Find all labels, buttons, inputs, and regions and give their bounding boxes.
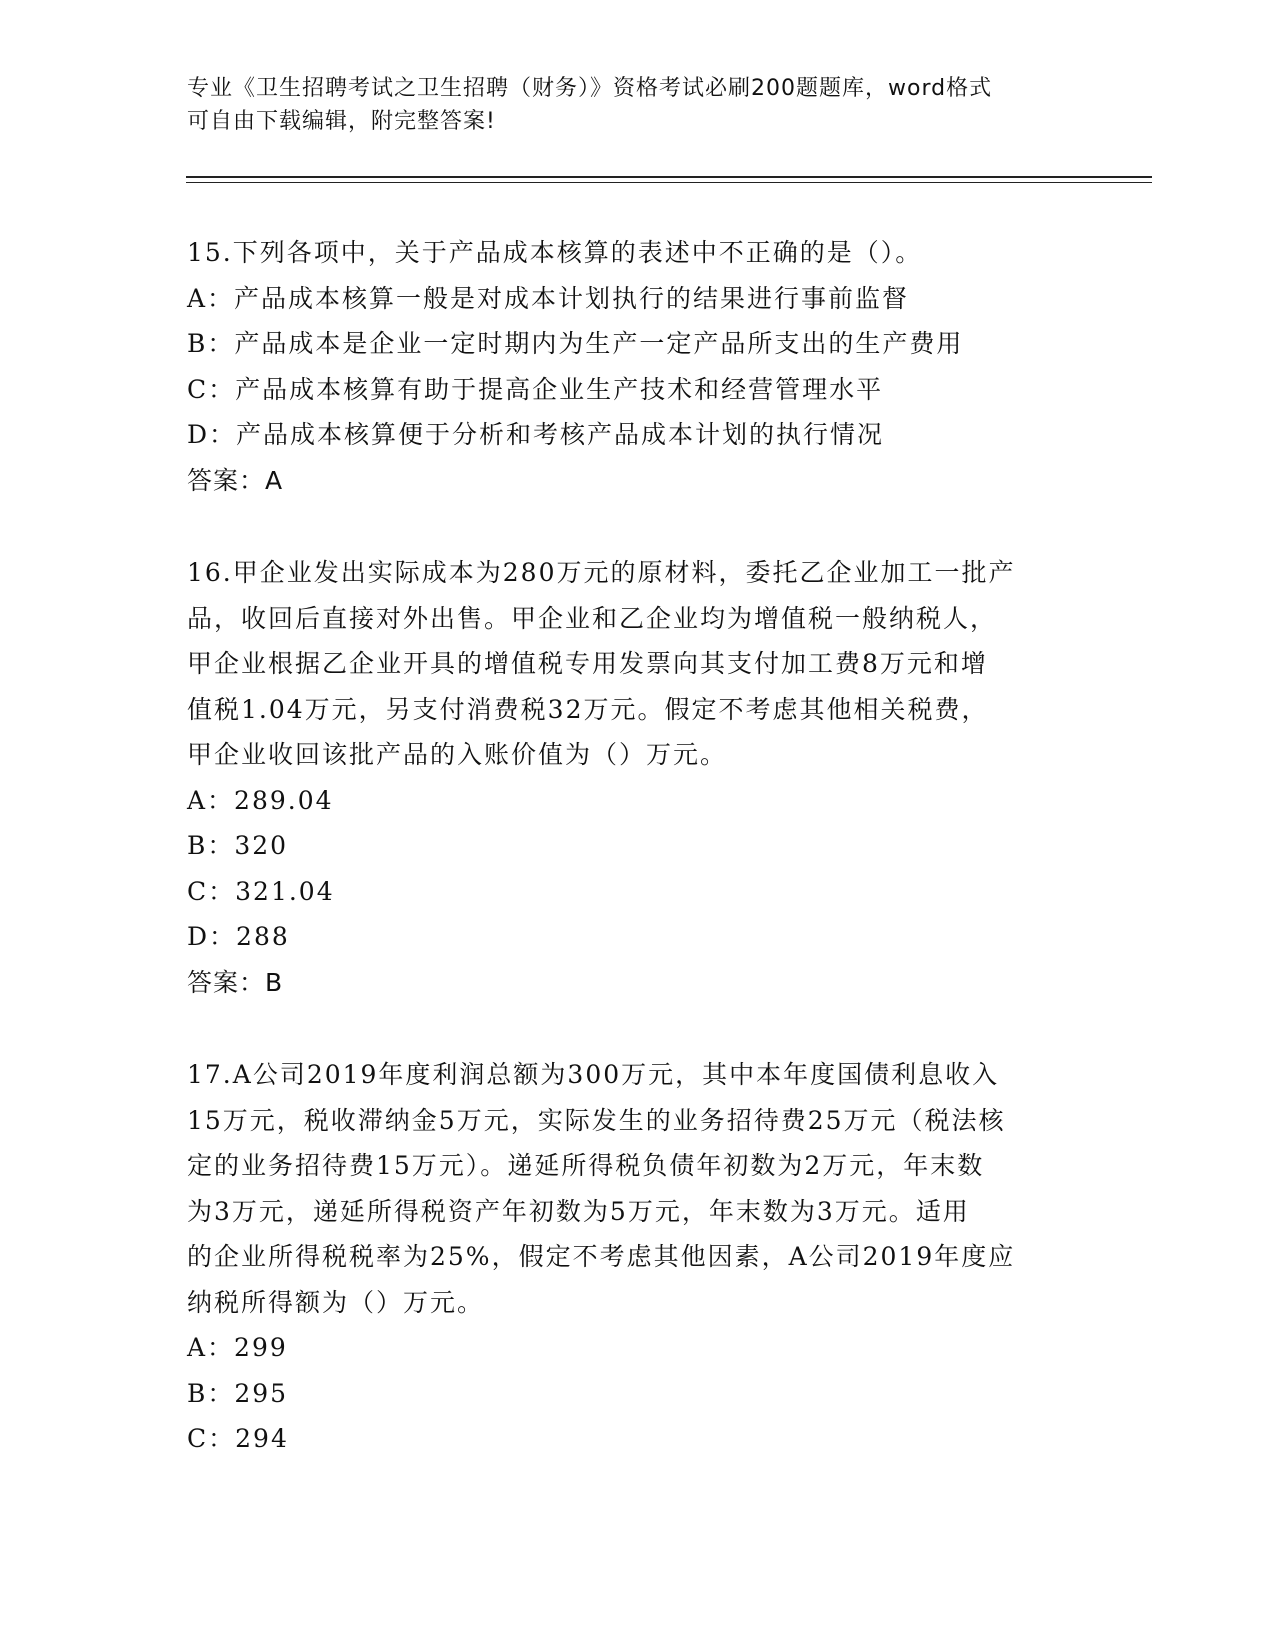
option-a: A：299 bbox=[187, 1333, 288, 1362]
header-divider-thin bbox=[186, 182, 1152, 183]
question-stem-line: 为3万元，递延所得税资产年初数为5万元，年末数为3万元。适用 bbox=[187, 1196, 970, 1226]
question-16 bbox=[187, 550, 1087, 1005]
question-spacer bbox=[187, 1005, 1087, 1052]
option-c: C：321.04 bbox=[187, 876, 335, 906]
document-header bbox=[187, 72, 1067, 138]
question-stem-line: 甲企业收回该批产品的入账价值为（）万元。 bbox=[187, 740, 728, 769]
question-15 bbox=[187, 230, 1087, 503]
question-stem-line: 品，收回后直接对外出售。甲企业和乙企业均为增值税一般纳税人， bbox=[187, 603, 998, 633]
option-d: D：产品成本核算便于分析和考核产品成本计划的执行情况 bbox=[187, 420, 885, 449]
option-c: C：产品成本核算有助于提高企业生产技术和经营管理水平 bbox=[187, 374, 884, 404]
question-stem-line: 甲企业根据乙企业开具的增值税专用发票向其支付加工费8万元和增 bbox=[187, 649, 988, 678]
question-stem-line: 17.A公司2019年度利润总额为300万元，其中本年度国债利息收入 bbox=[187, 1060, 1000, 1089]
question-stem-line: 值税1.04万元，另支付消费税32万元。假定不考虑其他相关税费， bbox=[187, 694, 989, 724]
option-b: B：产品成本是企业一定时期内为生产一定产品所支出的生产费用 bbox=[187, 329, 964, 358]
question-spacer bbox=[187, 503, 1087, 550]
header-line-2: 可自由下载编辑，附完整答案! bbox=[187, 109, 496, 134]
question-stem-line: 15万元，税收滞纳金5万元，实际发生的业务招待费25万元（税法核 bbox=[187, 1105, 1006, 1135]
header-line-1: 专业《卫生招聘考试之卫生招聘（财务）》资格考试必刷200题题库，word格式 bbox=[187, 76, 993, 101]
question-stem-line: 的企业所得税税率为25%，假定不考虑其他因素，A公司2019年度应 bbox=[187, 1242, 1016, 1271]
questions-list bbox=[187, 230, 1087, 1462]
question-stem-line: 16.甲企业发出实际成本为280万元的原材料，委托乙企业加工一批产 bbox=[187, 558, 1016, 587]
option-b: B：295 bbox=[187, 1378, 289, 1408]
question-stem-line: 纳税所得额为（）万元。 bbox=[187, 1287, 485, 1317]
answer-text: 答案：B bbox=[187, 967, 284, 997]
option-b: B：320 bbox=[187, 831, 289, 860]
question-stem-line: 定的业务招待费15万元）。递延所得税负债年初数为2万元，年末数 bbox=[187, 1151, 985, 1180]
option-c: C：294 bbox=[187, 1424, 289, 1453]
question-stem-line: 15.下列各项中，关于产品成本核算的表述中不正确的是（）。 bbox=[187, 238, 923, 267]
option-d: D：288 bbox=[187, 922, 290, 951]
header-divider-thick bbox=[186, 176, 1152, 178]
question-17 bbox=[187, 1052, 1087, 1462]
answer-text: 答案：A bbox=[187, 465, 284, 495]
option-a: A：产品成本核算一般是对成本计划执行的结果进行事前监督 bbox=[187, 283, 910, 313]
option-a: A：289.04 bbox=[187, 785, 334, 815]
